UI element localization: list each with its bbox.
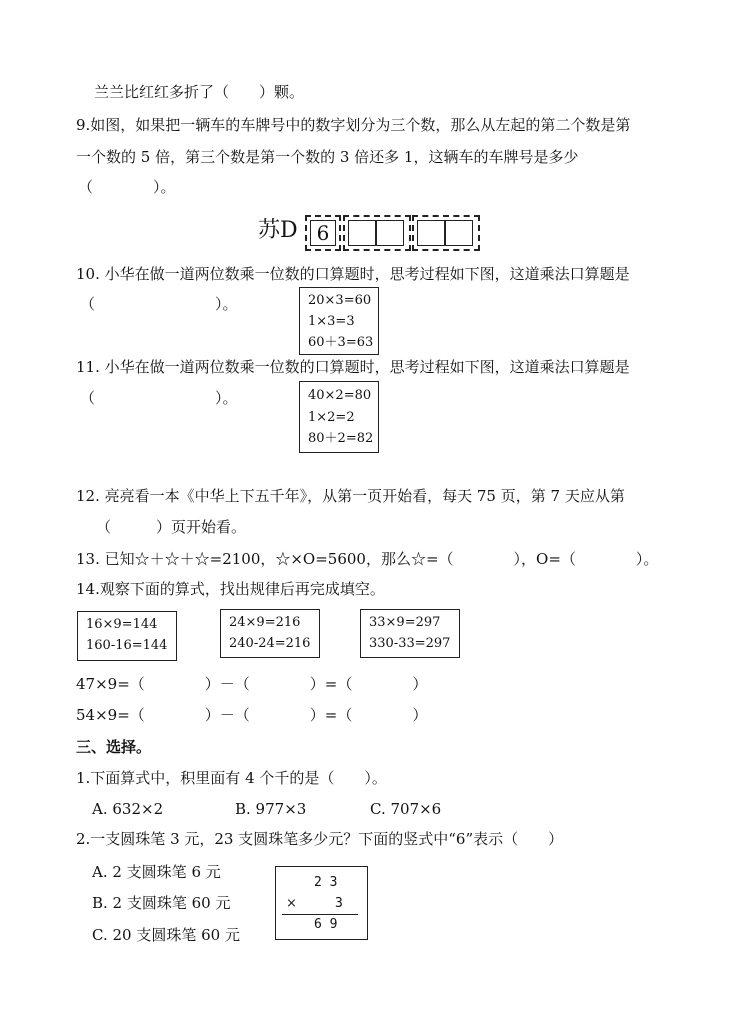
q11-process-box bbox=[299, 381, 379, 453]
q11-step: 80＋2=82 bbox=[308, 431, 374, 446]
q9-line1: 9.如图，如果把一辆车的车牌号中的数字划分为三个数，那么从左起的第二个数是第 bbox=[76, 116, 631, 134]
q11-line1: 11. 小华在做一道两位数乘一位数的口算题时，思考过程如下图，这道乘法口算题是 bbox=[76, 358, 630, 376]
q11-step: 1×2=2 bbox=[308, 410, 355, 425]
q9-answer-blank: （ ）。 bbox=[78, 178, 176, 196]
q12-answer-blank: （ ）页开始看。 bbox=[96, 518, 247, 536]
vertical-multiplication bbox=[275, 866, 368, 940]
choice-q2: 2.一支圆珠笔 3 元，23 支圆珠笔多少元？下面的竖式中“6”表示（ ） bbox=[76, 830, 564, 848]
pattern-box-2 bbox=[220, 609, 320, 658]
pattern-box-3 bbox=[360, 609, 460, 658]
choice-q1-option-a: A. 632×2 bbox=[92, 800, 164, 818]
q10-process-box bbox=[299, 287, 379, 355]
choice-q2-option-b: B. 2 支圆珠笔 60 元 bbox=[92, 894, 231, 912]
pattern-line: 240-24=216 bbox=[229, 636, 311, 651]
fill-line-47: 47×9=（ ）－（ ）=（ ） bbox=[76, 675, 428, 693]
pattern-box-1 bbox=[77, 611, 177, 661]
vertical-row-multiplicand: 2 3 bbox=[314, 875, 338, 890]
pattern-line: 16×9=144 bbox=[86, 617, 158, 632]
q14-line: 14.观察下面的算式，找出规律后再完成填空。 bbox=[76, 580, 385, 598]
vertical-row-product: 6 9 bbox=[314, 917, 338, 932]
plate-prefix: 苏D bbox=[258, 218, 298, 243]
plate-digit-6: 6 bbox=[316, 221, 330, 245]
vertical-row-multiplier: 3 bbox=[335, 896, 343, 911]
pattern-line: 33×9=297 bbox=[369, 615, 441, 630]
plate-group-1 bbox=[305, 215, 341, 251]
plate-cell bbox=[417, 220, 445, 246]
plate-cell bbox=[445, 220, 473, 246]
pattern-line: 330-33=297 bbox=[369, 636, 451, 651]
vertical-rule bbox=[282, 914, 358, 915]
vertical-operator: × bbox=[286, 896, 297, 911]
pattern-line: 160-16=144 bbox=[86, 638, 168, 653]
plate-group-3 bbox=[412, 215, 480, 251]
plate-cell bbox=[310, 220, 336, 246]
choice-q2-option-c: C. 20 支圆珠笔 60 元 bbox=[92, 926, 240, 944]
q10-step: 60＋3=63 bbox=[308, 335, 374, 350]
q9-line2: 一个数的 5 倍，第三个数是第一个数的 3 倍还多 1，这辆车的车牌号是多少 bbox=[76, 148, 579, 166]
plate-cell bbox=[348, 220, 376, 246]
q10-step: 20×3=60 bbox=[308, 293, 372, 308]
choice-q1: 1.下面算式中，积里面有 4 个千的是（ ）。 bbox=[76, 769, 387, 787]
plate-cell bbox=[376, 220, 404, 246]
choice-q1-option-c: C. 707×6 bbox=[370, 800, 442, 818]
plate-group-2 bbox=[343, 215, 411, 251]
pattern-line: 24×9=216 bbox=[229, 615, 301, 630]
q10-step: 1×3=3 bbox=[308, 314, 355, 329]
choice-q2-option-a: A. 2 支圆珠笔 6 元 bbox=[92, 863, 221, 881]
q13-line: 13. 已知☆＋☆＋☆=2100，☆×O=5600，那么☆=（ ），O=（ ）。 bbox=[76, 550, 659, 568]
fill-line-54: 54×9=（ ）－（ ）=（ ） bbox=[76, 706, 428, 724]
q11-step: 40×2=80 bbox=[308, 388, 372, 403]
q10-answer-blank: （ ）。 bbox=[80, 295, 238, 313]
q11-answer-blank: （ ）。 bbox=[80, 389, 238, 407]
section-3-heading: 三、选择。 bbox=[76, 738, 152, 756]
q10-line1: 10. 小华在做一道两位数乘一位数的口算题时，思考过程如下图，这道乘法口算题是 bbox=[76, 265, 630, 283]
q12-line1: 12. 亮亮看一本《中华上下五千年》，从第一页开始看，每天 75 页，第 7 天应从第 bbox=[76, 487, 625, 505]
choice-q1-option-b: B. 977×3 bbox=[235, 800, 307, 818]
carryover-line: 兰兰比红红多折了（ ）颗。 bbox=[94, 83, 305, 101]
